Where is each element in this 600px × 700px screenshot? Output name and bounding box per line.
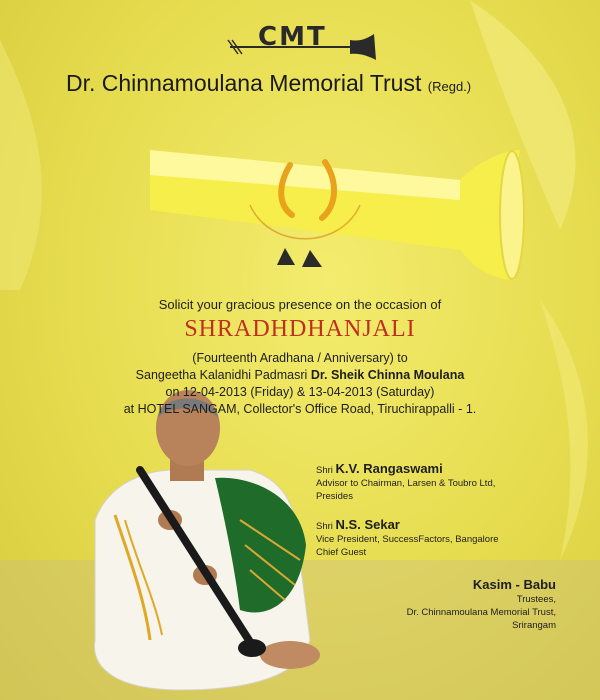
trust-name-text: Dr. Chinnamoulana Memorial Trust <box>66 70 422 96</box>
honoree-titles: Sangeetha Kalanidhi Padmasri <box>135 368 308 382</box>
hosts-line-2: Dr. Chinnamoulana Memorial Trust, <box>406 607 556 618</box>
guest-designation: Advisor to Chairman, Larsen & Toubro Ltd, <box>316 478 496 489</box>
logo-text: CMT <box>258 22 327 52</box>
event-title: SHRADHDHANJALI <box>184 316 416 342</box>
guest-name: K.V. Rangaswami <box>335 461 443 476</box>
nadaswaram-illustration <box>150 150 524 280</box>
details-dates: on 12-04-2013 (Friday) & 13-04-2013 (Saturday) <box>165 385 435 399</box>
hosts-block <box>407 578 556 632</box>
details-line-2 <box>0 367 600 384</box>
details-line-1: (Fourteenth Aradhana / Anniversary) to <box>192 351 408 365</box>
guest-role: Chief Guest <box>316 547 367 558</box>
details-venue: at HOTEL SANGAM, Collector's Office Road, Tiruchirappalli - 1. <box>123 402 477 416</box>
guest-prefix: Shri <box>316 465 333 476</box>
guest-role: Presides <box>316 491 353 502</box>
musician-portrait <box>94 390 320 690</box>
host-names: Kasim - Babu <box>472 577 556 592</box>
regd-label: (Regd.) <box>427 79 472 94</box>
event-details <box>0 350 600 418</box>
guest-chief <box>316 518 499 559</box>
hosts-line-1: Trustees, <box>516 594 556 605</box>
honoree-name: Dr. Sheik Chinna Moulana <box>310 368 465 382</box>
guest-designation: Vice President, SuccessFactors, Bangalore <box>316 534 499 545</box>
guest-name: N.S. Sekar <box>335 517 400 532</box>
guest-prefix: Shri <box>316 521 333 532</box>
hosts-line-3: Srirangam <box>512 620 556 631</box>
guest-presides <box>316 462 495 503</box>
trust-name <box>66 70 471 97</box>
solicit-line: Solicit your gracious presence on the occasion of <box>158 297 442 312</box>
